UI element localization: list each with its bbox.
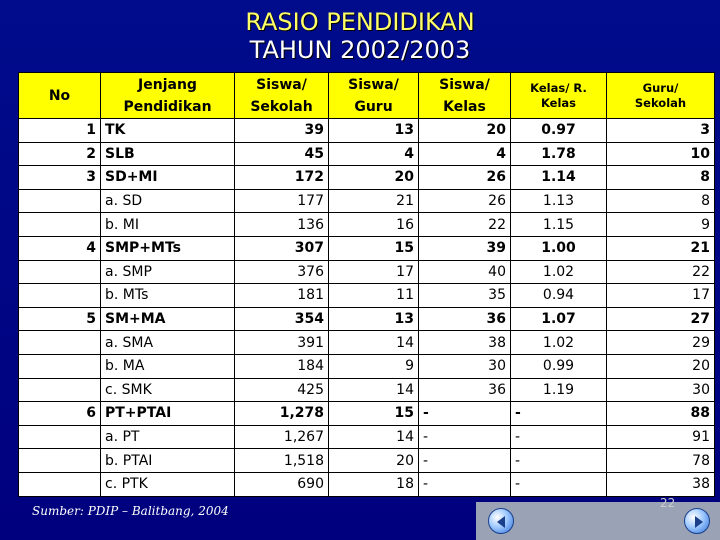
- cell-siswa-kelas: 36: [419, 378, 511, 402]
- header-no: No: [19, 73, 101, 119]
- table-row: [19, 378, 715, 402]
- cell-siswa-kelas: 40: [419, 260, 511, 284]
- cell-siswa-sekolah: 184: [235, 354, 329, 378]
- cell-kelas-ruang: -: [511, 425, 607, 449]
- cell-guru-sekolah: 22: [607, 260, 715, 284]
- table-row: [19, 213, 715, 237]
- cell-siswa-kelas: 26: [419, 189, 511, 213]
- cell-siswa-kelas: 39: [419, 236, 511, 260]
- table-row: [19, 402, 715, 426]
- cell-siswa-sekolah: 354: [235, 307, 329, 331]
- cell-siswa-guru: 13: [329, 307, 419, 331]
- cell-siswa-kelas: -: [419, 472, 511, 496]
- cell-guru-sekolah: 20: [607, 354, 715, 378]
- cell-siswa-sekolah: 425: [235, 378, 329, 402]
- cell-siswa-guru: 17: [329, 260, 419, 284]
- table-header-row: [19, 73, 715, 119]
- cell-guru-sekolah: 27: [607, 307, 715, 331]
- table-row: [19, 472, 715, 496]
- cell-siswa-sekolah: 1,267: [235, 425, 329, 449]
- cell-kelas-ruang: 1.00: [511, 236, 607, 260]
- cell-siswa-kelas: 26: [419, 166, 511, 190]
- cell-kelas-ruang: -: [511, 402, 607, 426]
- cell-siswa-kelas: -: [419, 402, 511, 426]
- cell-siswa-sekolah: 1,278: [235, 402, 329, 426]
- cell-jenjang: c. SMK: [101, 378, 235, 402]
- cell-jenjang: PT+PTAI: [101, 402, 235, 426]
- cell-guru-sekolah: 30: [607, 378, 715, 402]
- cell-siswa-guru: 11: [329, 284, 419, 308]
- cell-no: [19, 378, 101, 402]
- cell-siswa-sekolah: 136: [235, 213, 329, 237]
- cell-jenjang: a. SD: [101, 189, 235, 213]
- cell-guru-sekolah: 21: [607, 236, 715, 260]
- cell-jenjang: SD+MI: [101, 166, 235, 190]
- header-siswa-guru: Siswa/ Guru: [329, 73, 419, 119]
- table-row: [19, 354, 715, 378]
- cell-siswa-kelas: 30: [419, 354, 511, 378]
- cell-jenjang: a. PT: [101, 425, 235, 449]
- cell-siswa-sekolah: 391: [235, 331, 329, 355]
- cell-jenjang: a. SMA: [101, 331, 235, 355]
- cell-siswa-kelas: -: [419, 449, 511, 473]
- table-row: [19, 425, 715, 449]
- cell-no: 4: [19, 236, 101, 260]
- cell-jenjang: TK: [101, 119, 235, 143]
- cell-no: [19, 472, 101, 496]
- cell-siswa-guru: 14: [329, 378, 419, 402]
- arrow-right-icon: [685, 509, 711, 535]
- cell-jenjang: b. MA: [101, 354, 235, 378]
- cell-guru-sekolah: 17: [607, 284, 715, 308]
- table-row: [19, 449, 715, 473]
- cell-no: [19, 213, 101, 237]
- cell-siswa-guru: 21: [329, 189, 419, 213]
- cell-siswa-kelas: 38: [419, 331, 511, 355]
- cell-siswa-sekolah: 177: [235, 189, 329, 213]
- cell-guru-sekolah: 8: [607, 166, 715, 190]
- source-note: Sumber: PDIP – Balitbang, 2004: [32, 504, 229, 518]
- cell-no: [19, 449, 101, 473]
- cell-guru-sekolah: 3: [607, 119, 715, 143]
- cell-jenjang: SMP+MTs: [101, 236, 235, 260]
- table-row: [19, 307, 715, 331]
- cell-jenjang: SLB: [101, 142, 235, 166]
- cell-no: 6: [19, 402, 101, 426]
- slide-title: RASIO PENDIDIKAN: [245, 8, 475, 36]
- cell-siswa-guru: 20: [329, 449, 419, 473]
- cell-guru-sekolah: 10: [607, 142, 715, 166]
- cell-siswa-guru: 14: [329, 331, 419, 355]
- cell-kelas-ruang: 1.02: [511, 260, 607, 284]
- cell-siswa-sekolah: 690: [235, 472, 329, 496]
- page-number: 22: [660, 496, 676, 510]
- cell-kelas-ruang: 1.14: [511, 166, 607, 190]
- cell-siswa-kelas: 22: [419, 213, 511, 237]
- cell-guru-sekolah: 29: [607, 331, 715, 355]
- cell-kelas-ruang: 1.15: [511, 213, 607, 237]
- cell-kelas-ruang: 1.19: [511, 378, 607, 402]
- cell-guru-sekolah: 88: [607, 402, 715, 426]
- cell-siswa-kelas: 20: [419, 119, 511, 143]
- cell-siswa-sekolah: 181: [235, 284, 329, 308]
- cell-siswa-guru: 20: [329, 166, 419, 190]
- cell-guru-sekolah: 38: [607, 472, 715, 496]
- cell-no: 2: [19, 142, 101, 166]
- cell-siswa-kelas: 4: [419, 142, 511, 166]
- table-row: [19, 166, 715, 190]
- table-row: [19, 331, 715, 355]
- cell-guru-sekolah: 91: [607, 425, 715, 449]
- cell-no: [19, 189, 101, 213]
- cell-siswa-sekolah: 1,518: [235, 449, 329, 473]
- cell-kelas-ruang: 1.02: [511, 331, 607, 355]
- slide-subtitle: TAHUN 2002/2003: [249, 36, 471, 64]
- cell-siswa-sekolah: 172: [235, 166, 329, 190]
- cell-no: [19, 425, 101, 449]
- cell-kelas-ruang: 0.94: [511, 284, 607, 308]
- table-row: [19, 119, 715, 143]
- cell-siswa-sekolah: 376: [235, 260, 329, 284]
- cell-kelas-ruang: 1.07: [511, 307, 607, 331]
- cell-siswa-guru: 18: [329, 472, 419, 496]
- cell-no: [19, 284, 101, 308]
- cell-siswa-guru: 14: [329, 425, 419, 449]
- table-row: [19, 236, 715, 260]
- cell-no: [19, 354, 101, 378]
- cell-jenjang: b. MTs: [101, 284, 235, 308]
- previous-slide-button[interactable]: [488, 508, 514, 534]
- cell-siswa-guru: 9: [329, 354, 419, 378]
- cell-siswa-sekolah: 45: [235, 142, 329, 166]
- cell-siswa-guru: 16: [329, 213, 419, 237]
- cell-kelas-ruang: -: [511, 472, 607, 496]
- cell-siswa-guru: 4: [329, 142, 419, 166]
- cell-siswa-guru: 13: [329, 119, 419, 143]
- cell-no: 5: [19, 307, 101, 331]
- cell-siswa-guru: 15: [329, 236, 419, 260]
- cell-siswa-guru: 15: [329, 402, 419, 426]
- header-jenjang: Jenjang Pendidikan: [101, 73, 235, 119]
- cell-kelas-ruang: 1.78: [511, 142, 607, 166]
- cell-jenjang: c. PTK: [101, 472, 235, 496]
- cell-siswa-kelas: 36: [419, 307, 511, 331]
- header-guru-sekolah: Guru/ Sekolah: [607, 73, 715, 119]
- table-row: [19, 284, 715, 308]
- cell-kelas-ruang: -: [511, 449, 607, 473]
- cell-jenjang: b. MI: [101, 213, 235, 237]
- header-kelas-ruang: Kelas/ R. Kelas: [511, 73, 607, 119]
- next-slide-button[interactable]: [684, 508, 710, 534]
- table-row: [19, 142, 715, 166]
- cell-siswa-kelas: -: [419, 425, 511, 449]
- cell-siswa-sekolah: 307: [235, 236, 329, 260]
- table-row: [19, 260, 715, 284]
- cell-kelas-ruang: 0.97: [511, 119, 607, 143]
- cell-no: 1: [19, 119, 101, 143]
- cell-guru-sekolah: 9: [607, 213, 715, 237]
- education-ratio-table: [18, 72, 715, 497]
- header-siswa-sekolah: Siswa/ Sekolah: [235, 73, 329, 119]
- cell-kelas-ruang: 1.13: [511, 189, 607, 213]
- cell-siswa-sekolah: 39: [235, 119, 329, 143]
- cell-jenjang: SM+MA: [101, 307, 235, 331]
- arrow-left-icon: [489, 509, 515, 535]
- cell-no: [19, 260, 101, 284]
- cell-guru-sekolah: 78: [607, 449, 715, 473]
- cell-kelas-ruang: 0.99: [511, 354, 607, 378]
- cell-no: 3: [19, 166, 101, 190]
- table-row: [19, 189, 715, 213]
- cell-jenjang: a. SMP: [101, 260, 235, 284]
- cell-jenjang: b. PTAI: [101, 449, 235, 473]
- header-siswa-kelas: Siswa/ Kelas: [419, 73, 511, 119]
- cell-siswa-kelas: 35: [419, 284, 511, 308]
- cell-no: [19, 331, 101, 355]
- cell-guru-sekolah: 8: [607, 189, 715, 213]
